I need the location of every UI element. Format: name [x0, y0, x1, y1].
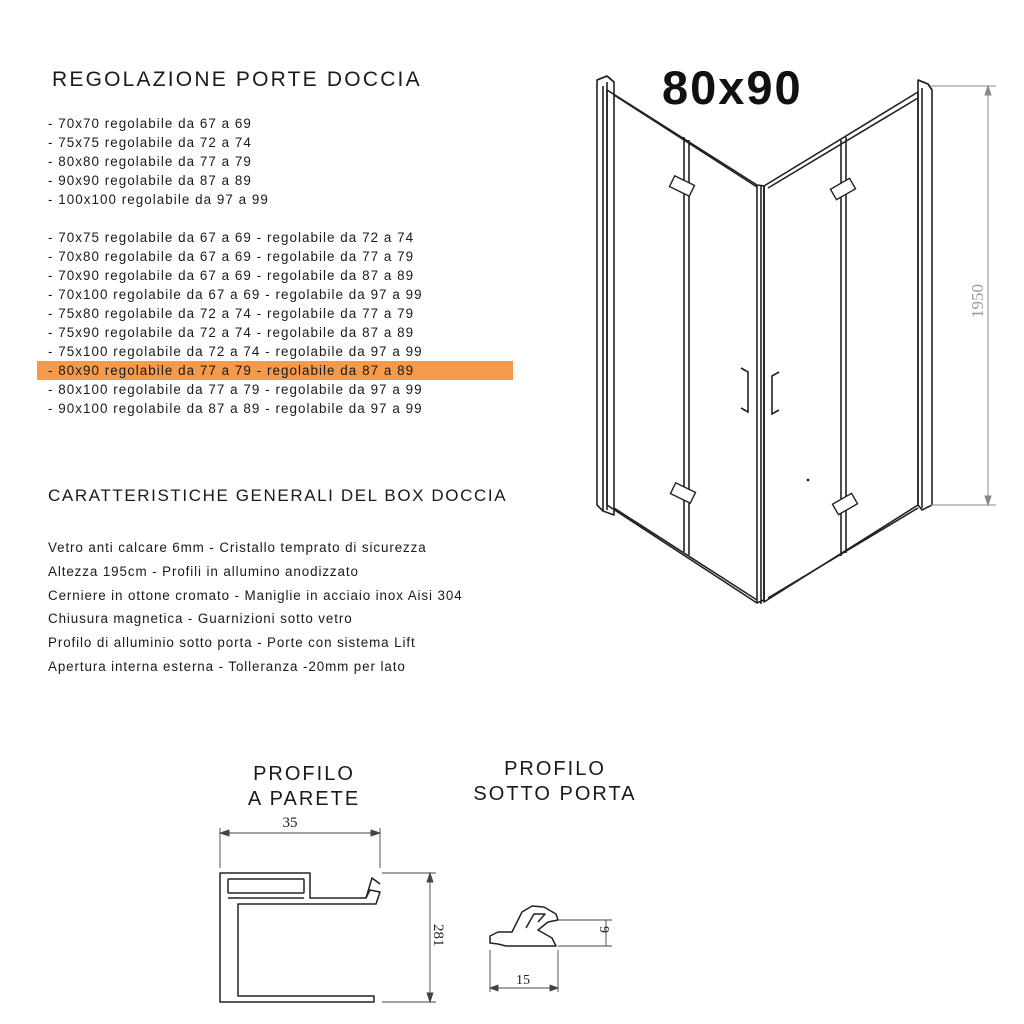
wall-width-label: 35 [282, 815, 298, 831]
floor-width-label: 15 [516, 973, 530, 988]
list-item: - 75x80 regolabile da 72 a 74 - regolabile da 77 a 79 [48, 306, 415, 321]
list-item: - 75x90 regolabile da 72 a 74 - regolabile da 87 a 89 [48, 325, 415, 340]
list-item: - 70x80 regolabile da 67 a 69 - regolabile da 77 a 79 [48, 249, 415, 264]
floor-height-label: 9 [596, 926, 611, 933]
list-item: - 70x90 regolabile da 67 a 69 - regolabile da 87 a 89 [48, 268, 415, 283]
list-item: - 80x80 regolabile da 77 a 79 [48, 154, 252, 169]
hinge-icon [670, 483, 695, 503]
list-item: - 70x100 regolabile da 67 a 69 - regolabile da 97 a 99 [48, 287, 423, 302]
hinge-icon [669, 176, 694, 196]
profile-wall-title: PROFILO A PARETE [247, 763, 361, 810]
handle-icon [741, 368, 748, 412]
feature-item: Vetro anti calcare 6mm - Cristallo temprato di sicurezza [48, 540, 427, 555]
handle-icon [772, 372, 779, 414]
page-title: REGOLAZIONE PORTE DOCCIA [52, 68, 422, 91]
hinge-icon [832, 493, 857, 514]
features-title: CARATTERISTICHE GENERALI DEL BOX DOCCIA [48, 486, 508, 505]
rect-size-list [48, 228, 423, 418]
list-item: - 90x100 regolabile da 87 a 89 - regolabile da 97 a 99 [48, 401, 423, 416]
feature-item: Cerniere in ottone cromato - Maniglie in acciaio inox Aisi 304 [48, 587, 463, 603]
list-item: - 75x100 regolabile da 72 a 74 - regolabile da 97 a 99 [48, 344, 423, 359]
feature-item: Profilo di alluminio sotto porta - Porte con sistema Lift [48, 635, 416, 651]
list-item: - 75x75 regolabile da 72 a 74 [48, 135, 252, 150]
features-list [48, 536, 463, 679]
profile-floor-title: PROFILO SOTTO PORTA [473, 758, 637, 805]
square-size-list [48, 114, 269, 209]
shower-box-drawing [590, 70, 1010, 615]
hinge-icon [830, 178, 855, 199]
height-dimension-label: 1950 [968, 284, 987, 318]
list-item: - 70x70 regolabile da 67 a 69 [48, 116, 252, 131]
list-item-highlighted: - 80x90 regolabile da 77 a 79 - regolabile da 87 a 89 [48, 363, 415, 378]
feature-item: Apertura interna esterna - Tolleranza -20mm per lato [48, 658, 406, 674]
wall-height-label: 281 [430, 924, 446, 947]
list-item: - 80x100 regolabile da 77 a 79 - regolabile da 97 a 99 [48, 382, 423, 397]
list-item: - 100x100 regolabile da 97 a 99 [48, 192, 269, 207]
profile-floor-drawing [480, 895, 620, 995]
feature-item: Chiusura magnetica - Guarnizioni sotto vetro [48, 611, 353, 627]
feature-item: Altezza 195cm - Profili in allumino anodizzato [48, 563, 359, 579]
list-item: - 90x90 regolabile da 87 a 89 [48, 173, 252, 188]
size-label: 80x90 [662, 61, 803, 114]
profile-wall-drawing [210, 815, 450, 1015]
list-item: - 70x75 regolabile da 67 a 69 - regolabile da 72 a 74 [48, 230, 415, 245]
